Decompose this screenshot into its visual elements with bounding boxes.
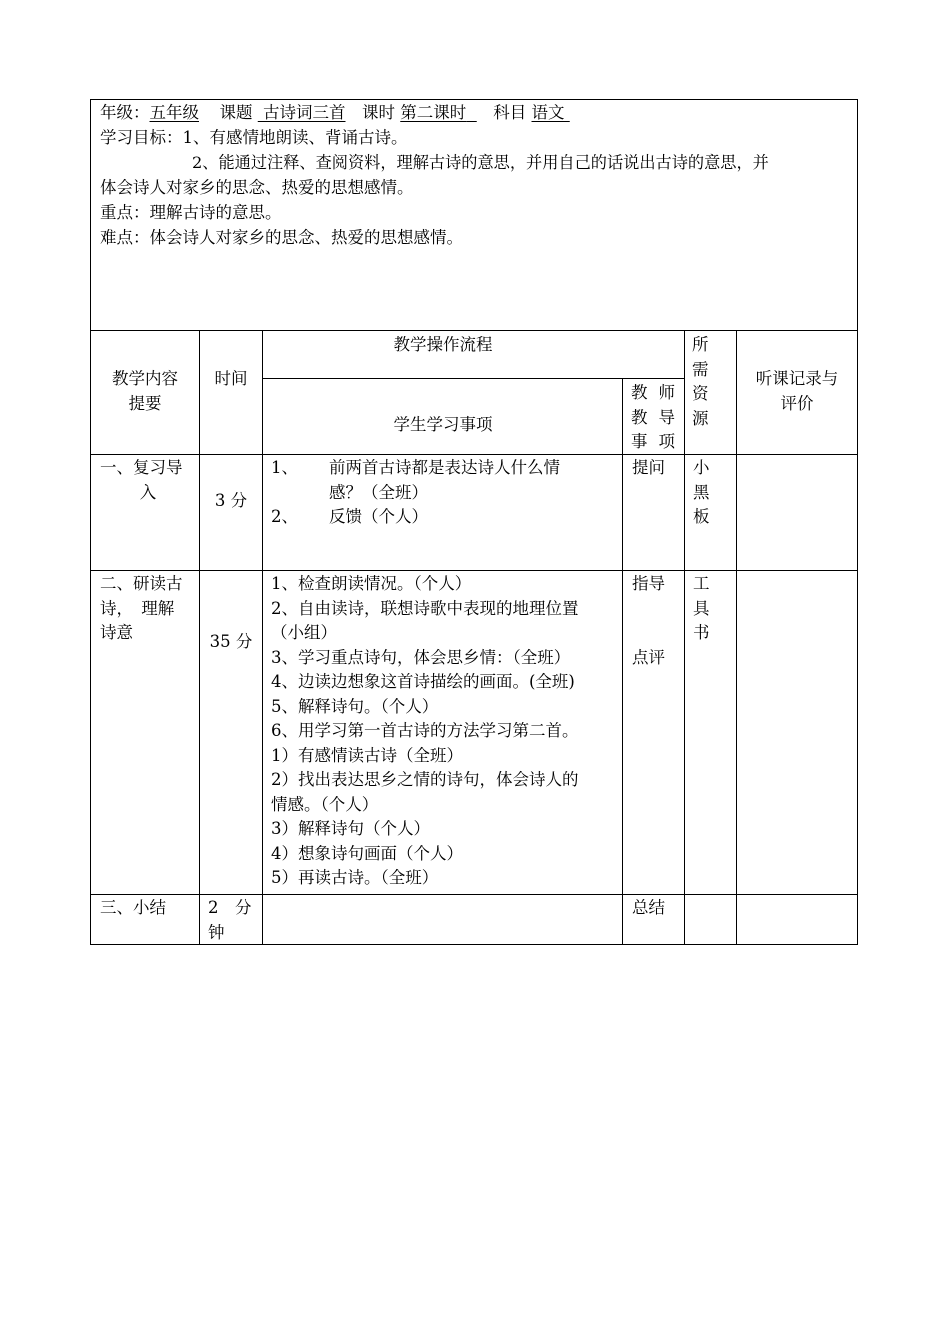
table-divider-row2 xyxy=(90,570,858,571)
header-info-line xyxy=(100,101,570,126)
row2-resources: 工 具 书 xyxy=(693,574,710,642)
table-divider-row3 xyxy=(90,894,858,895)
goal-2-line-1: 2、能通过注释、查阅资料，理解古诗的意思，并用自己的话说出古诗的意思，并 xyxy=(192,153,769,172)
table-divider-row1 xyxy=(90,454,858,455)
table-border-bottom xyxy=(90,944,858,945)
row2-teacher: 指导 点评 xyxy=(632,574,665,667)
row2-time: 35 分 xyxy=(209,632,253,651)
row1-content: 一、复习导 入 xyxy=(100,458,183,502)
row1-student: 1、 前两首古诗都是表达诗人什么情 感？（全班） 2、 反馈（个人） xyxy=(271,458,560,526)
col-header-resources: 所 需 资 源 xyxy=(692,335,709,428)
row1-teacher: 提问 xyxy=(632,458,665,477)
table-border-top xyxy=(90,99,858,100)
col-header-teacher: 教 师 教 导 事 项 xyxy=(631,383,675,451)
column-divider-3 xyxy=(622,378,623,945)
column-divider-4 xyxy=(684,330,685,945)
row2-content: 二、研读古 诗， 理解 诗意 xyxy=(100,574,183,642)
key-point: 重点：理解古诗的意思。 xyxy=(100,203,282,222)
row3-teacher: 总结 xyxy=(632,898,665,917)
row1-time: 3 分 xyxy=(214,491,248,510)
topic-label: 课题 xyxy=(219,103,253,122)
table-divider-flow xyxy=(262,378,684,379)
col-header-notes: 听课记录与 评价 xyxy=(755,369,839,413)
grade-label: 年级： xyxy=(100,103,150,122)
row3-time: 2 分 钟 xyxy=(208,898,252,942)
subject-label: 科目 xyxy=(493,103,527,122)
grade-value: 五年级 xyxy=(149,103,199,122)
col-header-time: 时间 xyxy=(214,369,248,388)
col-header-student: 学生学习事项 xyxy=(393,415,493,434)
row1-resources: 小 黑 板 xyxy=(693,458,710,526)
difficulty: 难点：体会诗人对家乡的思念、热爱的思想感情。 xyxy=(100,228,463,247)
col-header-flow: 教学操作流程 xyxy=(393,335,493,354)
subject-value: 语文 xyxy=(531,103,565,122)
goal-2-line-2: 体会诗人对家乡的思念、热爱的思想感情。 xyxy=(100,178,414,197)
period-label: 课时 xyxy=(362,103,395,122)
goal-1: 1、有感情地朗读、背诵古诗。 xyxy=(182,128,408,147)
topic-value: 古诗词三首 xyxy=(263,103,346,122)
row2-student: 1、检查朗读情况。（个人） 2、自由读诗，联想诗歌中表现的地理位置 （小组） 3、学习重点诗句，体会思乡情：（全班） 4、边读边想象这首诗描绘的画面。(全班) 5、解释诗句。（个人） 6、用学习第一首古诗的方法学习第二首。 1）有感情读古诗（全班） 2）找出表达思乡之情的诗句，体会诗人的 情感。（个人） 3）解释诗句（个人） 4）想象诗句画面（个人） 5）再读古诗。（全班） xyxy=(271,574,579,887)
table-border-right xyxy=(857,99,858,945)
goals-line-1 xyxy=(100,126,408,151)
goals-label: 学习目标： xyxy=(100,128,183,147)
table-border-left xyxy=(90,99,91,945)
row3-content: 三、小结 xyxy=(100,898,166,917)
col-header-content: 教学内容 提要 xyxy=(112,369,178,413)
period-value: 第二课时 xyxy=(400,103,467,122)
table-divider-header xyxy=(90,330,858,331)
column-divider-5 xyxy=(736,330,737,945)
